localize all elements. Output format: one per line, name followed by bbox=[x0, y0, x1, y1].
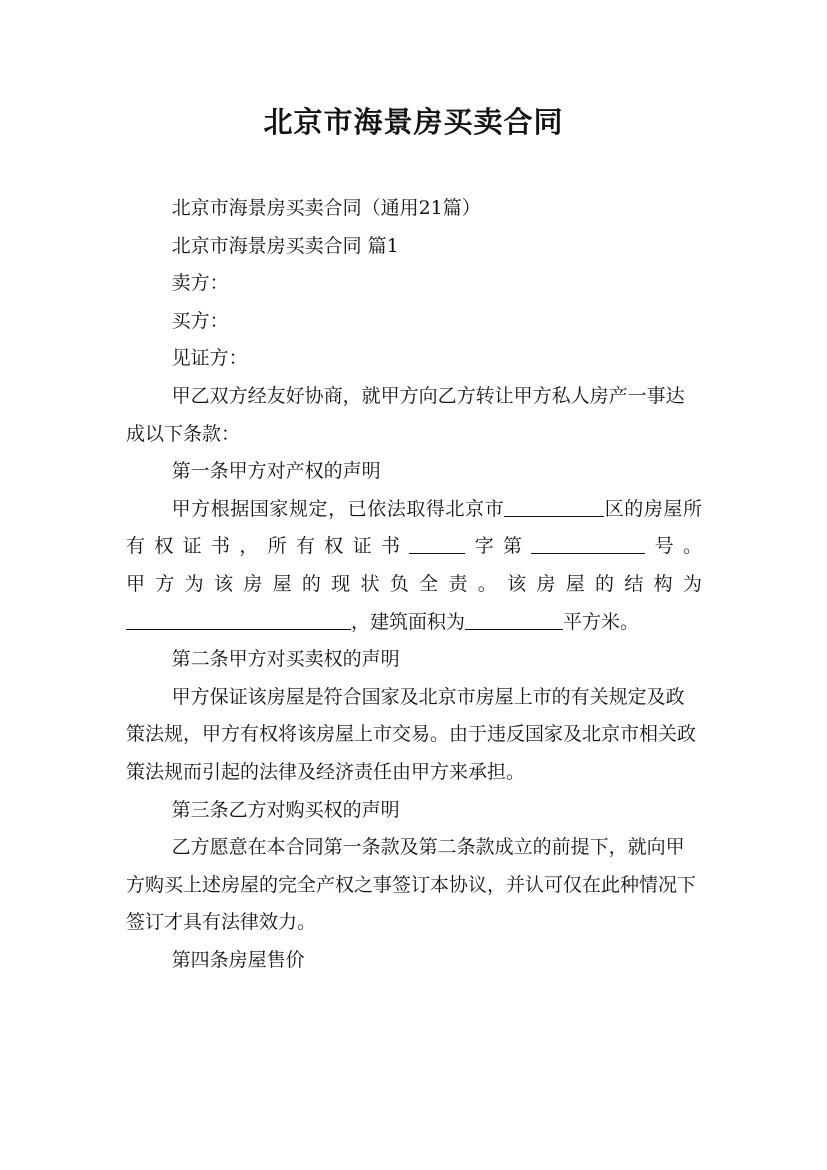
article-1-text-4: 号。 bbox=[645, 535, 702, 558]
paragraph-article-1-heading: 第一条甲方对产权的声明 bbox=[171, 460, 381, 483]
article-1-text-5: 甲方为该房屋的现状负全责。该房屋的结构为 bbox=[126, 572, 702, 595]
paragraph-witness: 见证方： bbox=[171, 347, 248, 370]
paragraph-article-1-body-3 bbox=[126, 604, 702, 642]
area-blank bbox=[465, 610, 563, 630]
paragraph-section-heading: 北京市海景房买卖合同 篇1 bbox=[171, 234, 399, 257]
article-1-text-1: 甲方根据国家规定，已依法取得北京市 bbox=[171, 497, 505, 520]
paragraph-buyer: 买方： bbox=[171, 309, 229, 332]
article-1-text-2: 区的房屋所有权证书，所有权证书 bbox=[126, 497, 702, 558]
article-1-text-3: 字第 bbox=[465, 535, 532, 558]
paragraph-article-2-body: 甲方保证该房屋是符合国家及北京市房屋上市的有关规定及政策法规，甲方有权将该房屋上市交易。由于违反国家及北京市相关政策法规而引起的法律及经济责任由甲方来承担。 bbox=[126, 685, 697, 783]
paragraph-article-3-body: 乙方愿意在本合同第一条款及第二条款成立的前提下，就向甲方购买上述房屋的完全产权之事签订本协议，并认可仅在此种情况下签订才具有法律效力。 bbox=[126, 836, 697, 934]
district-blank bbox=[504, 497, 604, 517]
paragraph-article-1-body-2 bbox=[126, 566, 702, 604]
paragraph-article-2-heading: 第二条甲方对买卖权的声明 bbox=[171, 648, 400, 671]
paragraph-article-3-heading: 第三条乙方对购买权的声明 bbox=[171, 798, 400, 821]
paragraph-article-4-heading: 第四条房屋售价 bbox=[171, 948, 305, 971]
document-title: 北京市海景房买卖合同 bbox=[263, 105, 564, 139]
paragraph-subtitle: 北京市海景房买卖合同（通用21篇） bbox=[171, 197, 481, 219]
article-1-text-7: 平方米。 bbox=[563, 610, 640, 633]
certificate-number-blank bbox=[531, 534, 645, 554]
document-body bbox=[126, 190, 702, 979]
paragraph-preamble: 甲乙双方经友好协商，就甲方向乙方转让甲方私人房产一事达成以下条款： bbox=[126, 384, 685, 445]
paragraph-seller: 卖方： bbox=[171, 272, 229, 295]
paragraph-article-1-body bbox=[126, 491, 702, 566]
structure-blank bbox=[126, 610, 351, 630]
certificate-prefix-blank bbox=[409, 534, 465, 554]
article-1-text-6: ，建筑面积为 bbox=[351, 610, 466, 633]
